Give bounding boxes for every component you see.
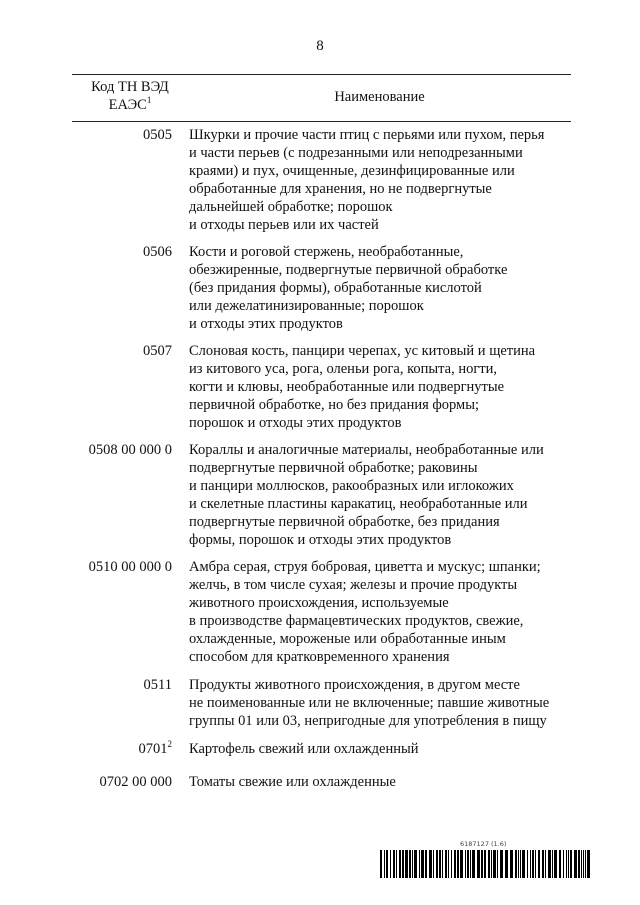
barcode-bar (380, 850, 382, 878)
barcode-bar (457, 850, 459, 878)
description-line: подвергнутые первичной обработке, без придания (189, 514, 500, 530)
description-line: первичной обработке, но без придания формы; (189, 397, 479, 413)
barcode-bar (563, 850, 564, 878)
barcode-bar (421, 850, 424, 878)
page-number: 8 (316, 38, 324, 54)
barcode-bar (414, 850, 417, 878)
barcode-bar (538, 850, 540, 878)
tariff-code-text: 0507 (143, 343, 172, 359)
barcode-bar (396, 850, 397, 878)
product-description (189, 342, 573, 432)
barcode-bar (559, 850, 561, 878)
barcode-bar (481, 850, 483, 878)
barcode-bar (451, 850, 452, 878)
tariff-code-text: 0510 00 000 0 (88, 559, 172, 575)
tariff-code-text: 0702 00 000 (99, 774, 172, 790)
barcode-bar (505, 850, 508, 878)
description-line: подвергнутые первичной обработке; раковины (189, 460, 478, 476)
description-line: Кораллы и аналогичные материалы, необработанные или (189, 442, 544, 458)
barcode-bar (545, 850, 546, 878)
barcode-bar (460, 850, 463, 878)
product-description (189, 676, 573, 730)
description-line: способом для кратковременного хранения (189, 649, 450, 665)
description-line: Амбра серая, струя бобровая, циветта и мускус; шпанки; (189, 559, 541, 575)
barcode-bar (384, 850, 385, 878)
barcode-bar (439, 850, 441, 878)
code-column-header (72, 78, 188, 114)
barcode-bar (535, 850, 536, 878)
description-line: из китового уса, рога, оленьи рога, копыта, ногти, (189, 361, 498, 377)
description-line: и панцири моллюсков, ракообразных или иглокожих (189, 478, 514, 494)
barcode-bar (425, 850, 427, 878)
description-line: Томаты свежие или охлажденные (189, 774, 396, 790)
barcode-bar (552, 850, 553, 878)
tariff-code-table (72, 74, 571, 122)
description-line: порошок и отходы этих продуктов (189, 415, 402, 431)
barcode-bar (568, 850, 569, 878)
description-line: не поименованные или не включенные; павшие животные (189, 695, 550, 711)
barcode-bar (574, 850, 577, 878)
barcode-bar (399, 850, 401, 878)
barcode-bar (515, 850, 517, 878)
description-line: Продукты животного происхождения, в другом месте (189, 677, 520, 693)
barcode-bar (500, 850, 503, 878)
description-line: группы 01 или 03, непригодные для употребления в пищу (189, 713, 547, 729)
product-description (189, 126, 573, 234)
tariff-code (72, 243, 172, 261)
description-line: и отходы этих продуктов (189, 316, 343, 332)
description-line: дальнейшей обработке; порошок (189, 199, 393, 215)
tariff-code (72, 773, 172, 791)
barcode-bar (491, 850, 492, 878)
barcode-bar (587, 850, 590, 878)
description-line: Картофель свежий или охлажденный (189, 741, 419, 757)
barcode-bar (488, 850, 490, 878)
description-line: Кости и роговой стержень, необработанные, (189, 244, 464, 260)
tariff-code-text: 0701 (138, 741, 168, 757)
barcode-bar (497, 850, 498, 878)
barcode-bar (445, 850, 447, 878)
barcode-bar (429, 850, 432, 878)
barcode-bar (522, 850, 525, 878)
product-description (189, 558, 573, 666)
description-line: Шкурки и прочие части птиц с перьями или пухом, перья (189, 127, 545, 143)
tariff-code (72, 342, 172, 360)
description-line: охлажденные, мороженые или обработанные иным (189, 631, 506, 647)
description-line: формы, порошок и отходы этих продуктов (189, 532, 452, 548)
barcode-bar (493, 850, 496, 878)
tariff-code (72, 558, 172, 576)
description-line: и отходы перьев или их частей (189, 217, 379, 233)
barcode-bar (530, 850, 531, 878)
barcode-bar (448, 850, 449, 878)
description-line: или дежелатинизированные; порошок (189, 298, 424, 314)
barcode-bar (402, 850, 404, 878)
tariff-code (72, 441, 172, 459)
description-line: Слоновая кость, панцири черепах, ус китовый и щетина (189, 343, 536, 359)
barcode-bar (477, 850, 480, 878)
barcode-bar (390, 850, 391, 878)
code-header-label: ЕАЭС (108, 97, 147, 113)
barcode-bar (442, 850, 443, 878)
barcode-bar (585, 850, 586, 878)
tariff-code (72, 126, 172, 144)
description-line: желчь, в том числе сухая; железы и прочие продукты (189, 577, 518, 593)
barcode-bar (472, 850, 475, 878)
barcode-bar (405, 850, 408, 878)
barcode-bar (527, 850, 528, 878)
barcode-bar (518, 850, 519, 878)
code-header-line2 (72, 96, 188, 114)
description-line: обезжиренные, подвергнутые первичной обработке (189, 262, 508, 278)
barcode-bar (484, 850, 486, 878)
description-line: краями) и пух, очищенные, дезинфицированные или (189, 163, 515, 179)
barcode-bar (510, 850, 513, 878)
table-header (72, 74, 571, 122)
barcode-bar (436, 850, 438, 878)
tariff-code-text: 0508 00 000 0 (88, 442, 172, 458)
footnote-marker: 2 (167, 739, 172, 749)
tariff-code (72, 740, 172, 758)
product-description (189, 773, 573, 791)
code-header-line1: Код ТН ВЭД (91, 79, 169, 95)
barcode-bar (419, 850, 420, 878)
description-line: и скелетные пластины каракатиц, необработанные или (189, 496, 528, 512)
barcode-bar (520, 850, 521, 878)
tariff-code-text: 0505 (143, 127, 172, 143)
barcode-bar (412, 850, 413, 878)
barcode-block (380, 840, 590, 880)
description-line: в производстве фармацевтических продуктов, свежие, (189, 613, 524, 629)
barcode-number: 6187127 (1.6) (460, 840, 507, 848)
barcode-bar (570, 850, 572, 878)
barcode-bar (465, 850, 466, 878)
description-line: животного происхождения, используемые (189, 595, 449, 611)
barcode-bar (467, 850, 469, 878)
barcode-bar (554, 850, 557, 878)
barcode-bar (542, 850, 544, 878)
product-description (189, 441, 573, 549)
barcode-bar (578, 850, 580, 878)
barcode-bar (532, 850, 534, 878)
tariff-code-text: 0511 (143, 677, 172, 693)
barcode-bar (393, 850, 395, 878)
barcode-bar (566, 850, 567, 878)
barcode-image (380, 850, 590, 878)
barcode-bar (583, 850, 584, 878)
product-description (189, 740, 573, 758)
barcode-bar (454, 850, 456, 878)
barcode-bar (581, 850, 582, 878)
barcode-bar (433, 850, 434, 878)
tariff-code (72, 676, 172, 694)
barcode-bar (548, 850, 551, 878)
description-line: (без придания формы), обработанные кислотой (189, 280, 482, 296)
barcode-bar (386, 850, 388, 878)
description-line: и части перьев (с подрезанными или неподрезанными (189, 145, 523, 161)
product-description (189, 243, 573, 333)
description-line: когти и клювы, необработанные или подвергнутые (189, 379, 505, 395)
barcode-bar (470, 850, 471, 878)
description-line: обработанные для хранения, но не подвергнутые (189, 181, 492, 197)
barcode-bar (409, 850, 411, 878)
tariff-code-text: 0506 (143, 244, 172, 260)
name-column-header: Наименование (334, 89, 425, 105)
footnote-marker: 1 (146, 95, 152, 105)
